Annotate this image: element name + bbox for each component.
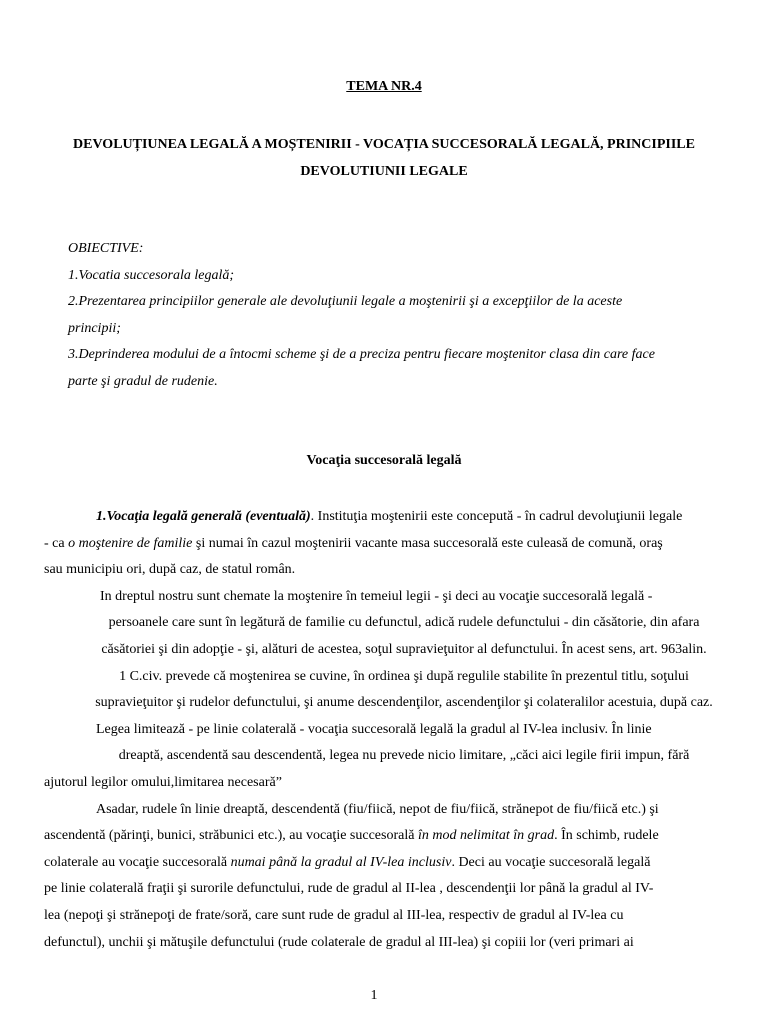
body-line: lea (nepoţi şi strănepoţi de frate/soră, care sunt rude de gradul al III-lea, respectiv de gradul al IV-lea cu [44, 907, 624, 923]
objectives-label: OBIECTIVE: [68, 241, 144, 256]
emphasis-run: numai până la gradul al IV-lea inclusiv [230, 854, 452, 870]
text-run: - ca [44, 535, 69, 551]
body-line: ajutorul legilor omului,limitarea necesară” [44, 774, 282, 790]
body-line: 1 C.civ. prevede că moştenirea se cuvine, în ordinea şi după regulile stabilite în prezentul titlu, soţului [119, 668, 689, 684]
body-line: defunctul), unchii şi mătuşile defunctului (rude colaterale de gradul al III-lea) şi copiii lor (veri primari ai [44, 934, 634, 950]
objective-2-cont: principii; [68, 320, 121, 336]
body-line: In dreptul nostru sunt chemate la moştenire în temeiul legii - şi deci au vocaţie succesorală legală - [100, 588, 653, 604]
body-line: dreaptă, ascendentă sau descendentă, legea nu prevede nicio limitare, „căci aici legile firii impun, fără [118, 748, 690, 764]
page-number: 1 [370, 988, 378, 1003]
section-heading: Vocaţia succesorală legală [306, 453, 462, 468]
document-title: TEMA NR.4 [346, 79, 422, 94]
objective-3-cont: parte şi gradul de rudenie. [68, 373, 218, 389]
body-text [44, 504, 764, 956]
body-line: pe linie colaterală fraţii şi surorile defunctului, rude de gradul al II-lea , descendenţii lor până la gradul al IV- [44, 881, 654, 897]
document-subtitle [30, 131, 738, 185]
body-line: Legea limitează - pe linie colaterală - vocaţia succesorală legală la gradul al IV-lea inclusiv. În linie [96, 721, 652, 737]
text-run: . Deci au vocaţie succesorală legală [451, 854, 651, 870]
body-line: căsătoriei şi din adopţie - şi, alături de acestea, soţul supravieţuitor al defunctului. În acest sens, art. 963alin. [101, 641, 707, 657]
subtitle-line-1: DEVOLUȚIUNEA LEGALĂ A MOȘTENIRII - VOCAȚIA SUCCESORALĂ LEGALĂ, PRINCIPIILE [73, 137, 695, 152]
body-line: sau municipiu ori, după caz, de statul român. [44, 562, 296, 578]
text-run: ascendentă (părinţi, bunici, străbunici etc.), au vocaţie succesorală [44, 828, 418, 844]
body-line [44, 504, 764, 531]
objectives-block [68, 236, 708, 395]
text-run: şi numai în cazul moştenirii vacante masa succesorală este culeasă de comună, oraş [192, 535, 663, 551]
text-run: colaterale au vocaţie succesorală [44, 854, 231, 870]
objective-1: 1.Vocatia succesorala legală; [68, 267, 235, 283]
emphasis-run: o moştenire de familie [68, 535, 193, 551]
text-run: . Instituţia moştenirii este concepută - în cadrul devoluţiunii legale [310, 509, 683, 524]
emphasis-run: în mod nelimitat în grad [417, 828, 555, 844]
body-line [44, 823, 764, 850]
body-line: persoanele care sunt în legătură de familie cu defunctul, adică rudele defunctului - din căsătorie, din afara [108, 615, 700, 631]
body-line [44, 850, 764, 877]
body-line: supravieţuitor şi rudelor defunctului, şi anume descendenţilor, ascendenţilor şi colateralilor acestuia, după caz. [95, 695, 713, 711]
objective-2: 2.Prezentarea principiilor generale ale devoluţiunii legale a moştenirii şi a excepţiilor de la aceste [68, 294, 623, 309]
subtitle-line-2: DEVOLUTIUNII LEGALE [300, 164, 468, 179]
subsection-title: 1.Vocaţia legală generală (eventuală) [96, 509, 311, 524]
objective-3: 3.Deprinderea modului de a întocmi scheme şi de a preciza pentru fiecare moştenitor clasa din care face [68, 347, 655, 362]
body-line: Asadar, rudele în linie dreaptă, descendentă (fiu/fiică, nepot de fiu/fiică, strănepot de fiu/fiică etc.) şi [96, 801, 659, 817]
text-run: . În schimb, rudele [554, 828, 659, 844]
body-line [44, 531, 764, 558]
